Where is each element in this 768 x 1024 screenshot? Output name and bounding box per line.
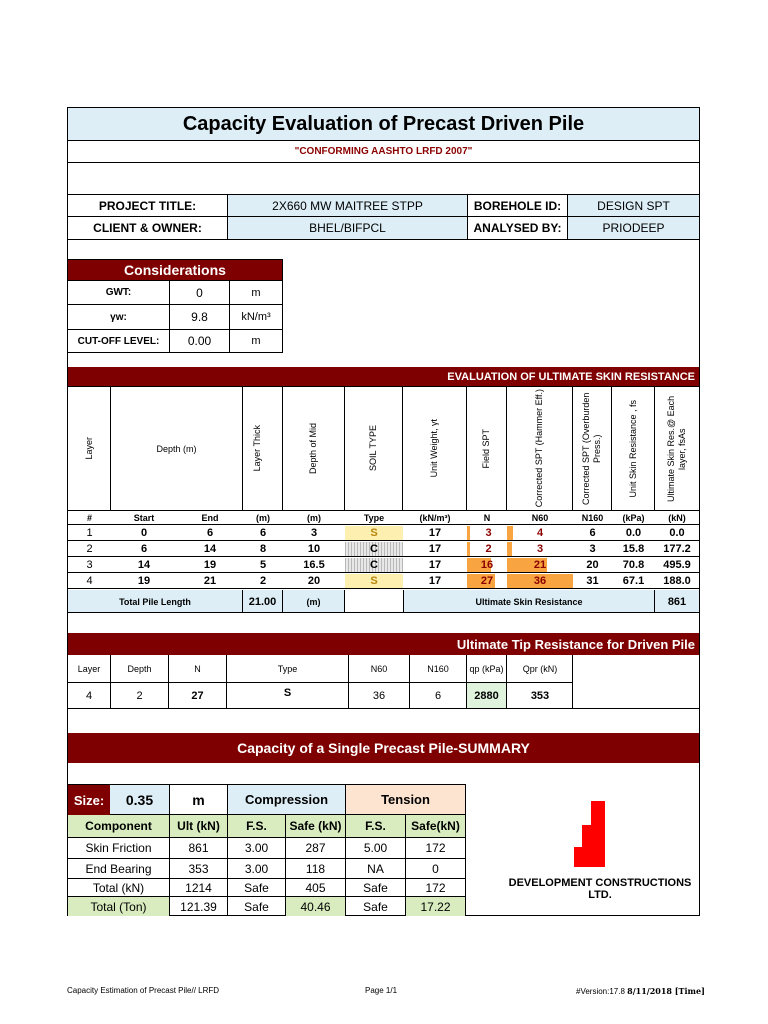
- borehole-value: DESIGN SPT: [568, 195, 699, 217]
- sum-cell: 17.22: [406, 897, 465, 916]
- unit-cell: N160: [581, 512, 604, 523]
- unit-cell: N: [483, 512, 491, 523]
- n160-cell: 20: [586, 559, 599, 571]
- gwt-unit: m: [230, 281, 282, 305]
- sum-cell: 3.00: [228, 838, 286, 859]
- hdr-soil: SOIL TYPE: [345, 387, 403, 511]
- gamma-cell: 17: [428, 543, 442, 555]
- gamma-w-value: 9.8: [170, 305, 230, 330]
- thick-cell: 5: [259, 559, 267, 571]
- unit-cell: (kN/m³): [419, 512, 451, 523]
- summary-heading: Capacity of a Single Precast Pile-SUMMARY: [68, 733, 699, 763]
- cutoff-value: 0.00: [170, 330, 230, 352]
- n160-cell: 6: [589, 527, 596, 539]
- hdr-thick: Layer Thick: [243, 387, 283, 511]
- ult-skin-value: 861: [655, 590, 699, 613]
- sum-cell: Safe: [228, 897, 286, 916]
- sum-cell: 405: [286, 879, 346, 897]
- table-row: [68, 526, 699, 541]
- hdr-n60: Corrected SPT (Hammer Eff.): [507, 387, 573, 511]
- sum-hdr: F.S.: [228, 815, 286, 838]
- type-cell: S: [345, 526, 403, 540]
- tip-val: 6: [410, 683, 467, 709]
- considerations-heading: Considerations: [68, 260, 282, 281]
- fsas-cell: 177.2: [663, 543, 691, 555]
- end-cell: 21: [203, 575, 217, 587]
- total-length-unit: (m): [283, 590, 345, 613]
- tension-label: Tension: [346, 785, 465, 815]
- sum-cell: 861: [170, 838, 228, 859]
- tip-val: S: [227, 683, 349, 709]
- sum-hdr: F.S.: [346, 815, 406, 838]
- layer-cell: 3: [86, 559, 93, 571]
- n60-cell: 36: [507, 574, 573, 588]
- summary-section: [68, 708, 699, 916]
- considerations-box: [68, 259, 283, 353]
- mid-cell: 10: [307, 543, 321, 555]
- footer-center: Page 1/1: [365, 986, 398, 995]
- fs-cell: 0.0: [625, 527, 642, 539]
- hdr-mid: Depth of Mid: [283, 387, 345, 511]
- client-label: CLIENT & OWNER:: [68, 217, 228, 239]
- thick-cell: 6: [259, 527, 267, 539]
- gamma-cell: 17: [428, 575, 442, 587]
- mid-cell: 20: [307, 575, 321, 587]
- fsas-cell: 188.0: [663, 575, 691, 587]
- start-cell: 0: [140, 527, 148, 539]
- company-logo: [568, 801, 608, 873]
- gamma-cell: 17: [428, 559, 442, 571]
- tip-table: [68, 655, 573, 709]
- sum-cell: 5.00: [346, 838, 406, 859]
- sum-cell: Safe: [346, 897, 406, 916]
- hdr-depth: Depth (m): [111, 387, 243, 511]
- tip-hdr: Qpr (kN): [507, 655, 573, 683]
- end-cell: 14: [203, 543, 217, 555]
- n60-cell: 21: [507, 558, 573, 572]
- gwt-label: GWT:: [68, 281, 170, 305]
- tip-heading-text: Ultimate Tip Resistance for Driven Pile: [456, 636, 695, 652]
- hdr-n160: Corrected SPT (Overburden Press.): [573, 387, 612, 511]
- unit-cell: Start: [133, 512, 155, 523]
- cutoff-unit: m: [251, 335, 261, 347]
- sum-hdr: Safe (kN): [286, 815, 346, 838]
- start-cell: 14: [137, 559, 151, 571]
- table-row: [68, 574, 699, 589]
- mid-cell: 3: [310, 527, 318, 539]
- hdr-fs: Unit Skin Resistance , fs: [612, 387, 655, 511]
- sum-hdr: Ult (kN): [170, 815, 228, 838]
- sum-cell: Total (kN): [68, 879, 170, 897]
- fsas-cell: 495.9: [663, 559, 691, 571]
- mid-cell: 16.5: [303, 559, 325, 571]
- unit-cell: #: [86, 512, 92, 523]
- units-row: [68, 511, 699, 525]
- fs-cell: 15.8: [622, 543, 645, 555]
- tip-val: 27: [169, 683, 227, 709]
- fsas-cell: 0.0: [669, 527, 685, 539]
- n160-cell: 31: [586, 575, 599, 587]
- hdr-layer: Layer: [68, 387, 111, 511]
- skin-table: [68, 386, 699, 612]
- tip-val: 4: [68, 683, 111, 709]
- tip-val: 36: [349, 683, 410, 709]
- table-row: [68, 558, 699, 573]
- n-cell: 2: [467, 542, 507, 556]
- skin-heading: [68, 367, 699, 386]
- sum-cell: Safe: [346, 879, 406, 897]
- tip-hdr: N: [169, 655, 227, 683]
- sum-cell: 1214: [170, 879, 228, 897]
- hdr-fieldspt: Field SPT: [467, 387, 507, 511]
- table-row: [68, 542, 699, 557]
- hdr-fsas: Ultimate Skin Res.@ Each layer, fsAs: [655, 387, 699, 511]
- size-value: 0.35: [110, 785, 170, 815]
- sum-hdr: Safe(kN): [406, 815, 465, 838]
- unit-cell: N60: [531, 512, 549, 523]
- thick-cell: 2: [259, 575, 267, 587]
- tip-section: [68, 612, 699, 708]
- gamma-w-unit: kN/m³: [230, 305, 282, 330]
- tip-hdr: N60: [349, 655, 410, 683]
- fs-cell: 67.1: [622, 575, 645, 587]
- sum-cell: 0: [406, 859, 465, 879]
- n-cell: 3: [467, 526, 507, 540]
- tip-hdr: Type: [227, 655, 349, 683]
- tip-hdr: N160: [410, 655, 467, 683]
- project-title-label: PROJECT TITLE:: [68, 195, 228, 217]
- tip-val: 353: [530, 690, 550, 702]
- layer-cell: 4: [86, 575, 93, 587]
- sum-cell: 40.46: [286, 897, 346, 916]
- n60-cell: 3: [507, 542, 573, 556]
- layer-cell: 2: [86, 543, 93, 555]
- gamma-cell: 17: [428, 527, 442, 539]
- tip-hdr: qp (kPa): [467, 655, 507, 683]
- summary-table: [68, 784, 466, 916]
- unit-cell: (kPa): [622, 512, 645, 523]
- footer-date: 8/11/2018 [Time]: [627, 986, 705, 996]
- gamma-w-label: γw:: [68, 305, 170, 330]
- analysed-value: PRIODEEP: [568, 217, 699, 239]
- type-cell: S: [345, 574, 403, 588]
- company-name: DEVELOPMENT CONSTRUCTIONS LTD.: [508, 877, 692, 901]
- sum-cell: NA: [346, 859, 406, 879]
- gwt-value: 0: [170, 281, 230, 305]
- client-value: BHEL/BIFPCL: [228, 217, 468, 239]
- report-title: Capacity Evaluation of Precast Driven Pile: [68, 108, 699, 141]
- sum-cell: Total (Ton): [68, 897, 170, 916]
- skin-heading-text: EVALUATION OF ULTIMATE SKIN RESISTANCE: [447, 370, 695, 383]
- fs-cell: 70.8: [622, 559, 645, 571]
- sum-cell: 172: [406, 879, 465, 897]
- sum-cell: Safe: [228, 879, 286, 897]
- tip-hdr: Depth: [111, 655, 169, 683]
- sum-cell: Skin Friction: [68, 838, 170, 859]
- totals-row: [68, 590, 699, 613]
- footer-right: [576, 986, 705, 996]
- sum-cell: 353: [170, 859, 228, 879]
- n160-cell: 3: [589, 543, 596, 555]
- borehole-label: BOREHOLE ID:: [468, 195, 568, 217]
- tip-hdr: Layer: [68, 655, 111, 683]
- n-cell: 27: [467, 574, 507, 588]
- sum-cell: 172: [406, 838, 465, 859]
- report-subtitle: "CONFORMING AASHTO LRFD 2007": [68, 141, 699, 163]
- sum-cell: 3.00: [228, 859, 286, 879]
- sum-cell: 121.39: [170, 897, 228, 916]
- compression-label: Compression: [228, 785, 346, 815]
- sum-cell: 118: [286, 859, 346, 879]
- start-cell: 6: [140, 543, 148, 555]
- total-length-label: Total Pile Length: [68, 590, 243, 613]
- size-label: Size:: [68, 785, 110, 815]
- end-cell: 6: [206, 527, 214, 539]
- type-cell: C: [345, 542, 403, 556]
- report-sheet: [67, 107, 700, 916]
- start-cell: 19: [137, 575, 151, 587]
- sum-cell: End Bearing: [68, 859, 170, 879]
- sum-cell: 287: [286, 838, 346, 859]
- tip-val: 2880: [467, 683, 507, 709]
- cutoff-label: CUT-OFF LEVEL:: [68, 330, 170, 352]
- end-cell: 19: [203, 559, 217, 571]
- n60-cell: 4: [507, 526, 573, 540]
- unit-cell: (m): [307, 512, 321, 523]
- footer-left: Capacity Estimation of Precast Pile// LRFD: [67, 986, 220, 995]
- analysed-label: ANALYSED BY:: [468, 217, 568, 239]
- n-cell: 16: [467, 558, 507, 572]
- type-cell: C: [345, 558, 403, 572]
- unit-cell: End: [201, 512, 219, 523]
- unit-cell: (kN): [668, 512, 686, 523]
- layer-cell: 1: [86, 527, 93, 539]
- tip-val: 2: [111, 683, 169, 709]
- ult-skin-label: Ultimate Skin Resistance: [403, 590, 655, 613]
- hdr-unitweight: Unit Weight, γt: [403, 387, 467, 511]
- thick-cell: 8: [259, 543, 267, 555]
- project-title-value: 2X660 MW MAITREE STPP: [228, 195, 468, 217]
- unit-cell: Type: [363, 512, 385, 523]
- unit-cell: (m): [256, 512, 270, 523]
- total-length-value: 21.00: [243, 590, 283, 613]
- tip-heading: [68, 633, 699, 655]
- sum-hdr: Component: [68, 815, 170, 838]
- project-info: [68, 194, 699, 240]
- size-unit: m: [170, 785, 228, 815]
- footer-version: #Version:17.8: [576, 987, 625, 996]
